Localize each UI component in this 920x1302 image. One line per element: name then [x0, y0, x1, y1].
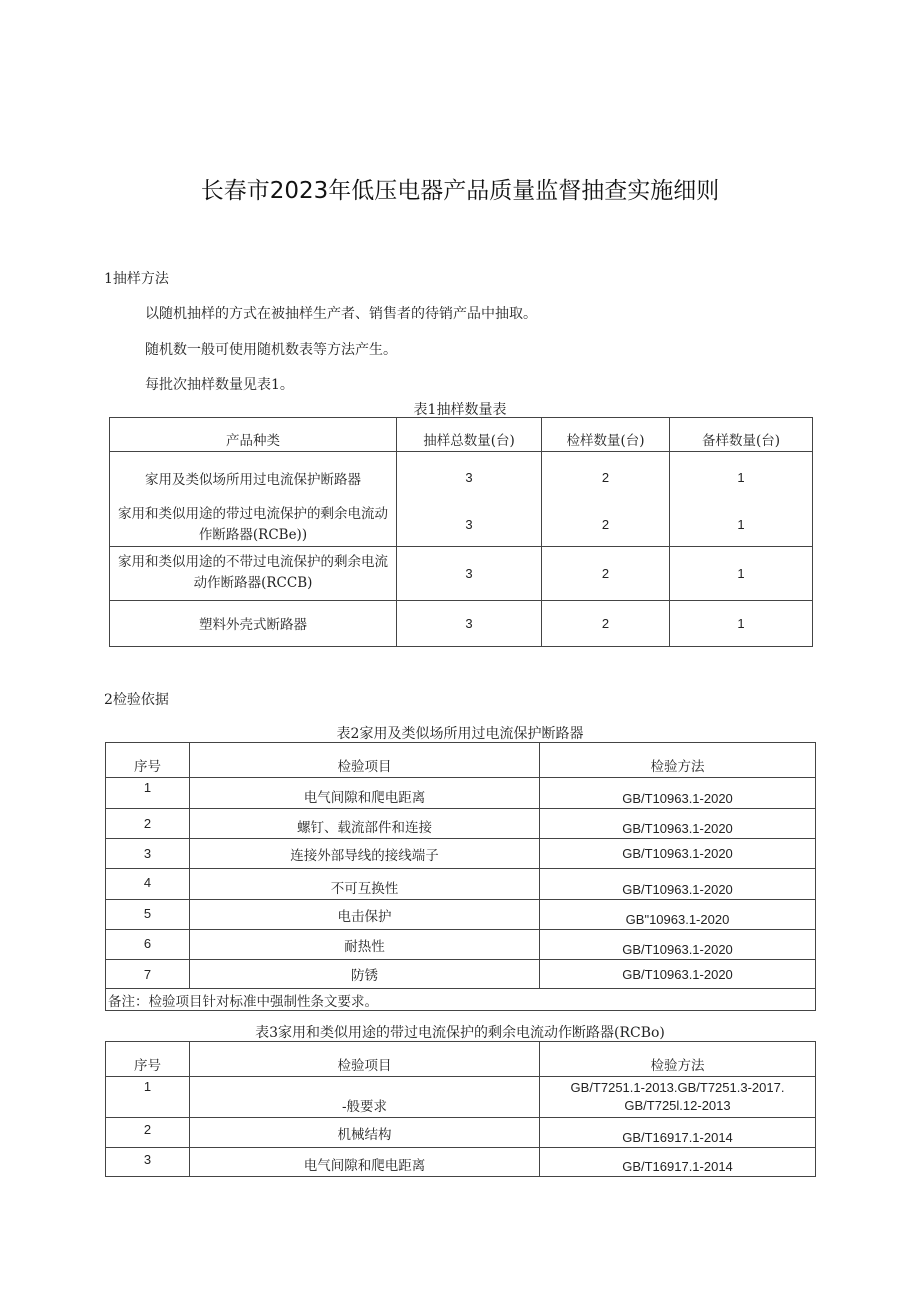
document-title: 长春市2023年低压电器产品质量监督抽查实施细则	[200, 178, 720, 204]
table1-caption: 表1抽样数量表	[413, 402, 507, 418]
test-quantity: 2	[542, 504, 670, 547]
inspection-item: 耐热性	[190, 930, 540, 960]
reserve-quantity: 1	[670, 452, 813, 504]
serial-number: 1	[106, 778, 190, 809]
serial-number: 4	[106, 869, 190, 900]
table-row	[110, 452, 813, 504]
header-total-quantity: 抽样总数量(台)	[397, 418, 542, 452]
inspection-item: 电气间隙和爬电距离	[190, 778, 540, 809]
total-quantity: 3	[397, 600, 542, 646]
table-row	[106, 869, 816, 900]
table-header-row	[110, 418, 813, 452]
serial-number: 5	[106, 900, 190, 930]
product-name: 塑料外壳式断路器	[110, 600, 397, 646]
table-row	[106, 960, 816, 989]
inspection-method: GB"10963.1-2020	[540, 900, 816, 930]
inspection-method: GB/T16917.1-2014	[540, 1148, 816, 1177]
table-sampling-quantity	[109, 417, 813, 647]
inspection-method	[540, 1077, 816, 1118]
table-row	[110, 600, 813, 646]
inspection-method: GB/T16917.1-2014	[540, 1118, 816, 1148]
test-quantity: 2	[542, 546, 670, 600]
inspection-item: 不可互换性	[190, 869, 540, 900]
reserve-quantity: 1	[670, 504, 813, 547]
serial-number: 2	[106, 809, 190, 839]
inspection-item: 机械结构	[190, 1118, 540, 1148]
table-header-row	[106, 1042, 816, 1077]
product-name: 家用及类似场所用过电流保护断路器	[110, 452, 397, 504]
reserve-quantity: 1	[670, 600, 813, 646]
inspection-method-line: GB/T725l.12-2013	[624, 1098, 731, 1113]
header-inspection-item: 检验项目	[190, 743, 540, 778]
total-quantity: 3	[397, 452, 542, 504]
header-reserve-quantity: 备样数量(台)	[670, 418, 813, 452]
inspection-method: GB/T10963.1-2020	[540, 778, 816, 809]
product-name: 家用和类似用途的不带过电流保护的剩余电流动作断路器(RCCB)	[110, 546, 397, 600]
header-inspection-method: 检验方法	[540, 743, 816, 778]
reserve-quantity: 1	[670, 546, 813, 600]
section-heading-sampling: 1抽样方法	[104, 271, 169, 287]
serial-number: 3	[106, 1148, 190, 1177]
table-inspection-breaker	[105, 742, 816, 1011]
paragraph: 每批次抽样数量见表1。	[145, 377, 294, 393]
table-row	[106, 778, 816, 809]
serial-number: 3	[106, 839, 190, 869]
serial-number: 2	[106, 1118, 190, 1148]
header-test-quantity: 检样数量(台)	[542, 418, 670, 452]
header-inspection-method: 检验方法	[540, 1042, 816, 1077]
table2-caption: 表2家用及类似场所用过电流保护断路器	[336, 726, 584, 742]
inspection-item: 电击保护	[190, 900, 540, 930]
table3-caption: 表3家用和类似用途的带过电流保护的剩余电流动作断路器(RCBo)	[255, 1025, 665, 1041]
table-row	[106, 839, 816, 869]
inspection-method: GB/T10963.1-2020	[540, 930, 816, 960]
table-note: 备注：检验项目针对标准中强制性条文要求。	[106, 989, 816, 1011]
product-name: 家用和类似用途的带过电流保护的剩余电流动作断路器(RCBe))	[110, 504, 397, 547]
header-inspection-item: 检验项目	[190, 1042, 540, 1077]
inspection-method: GB/T10963.1-2020	[540, 809, 816, 839]
table-row	[106, 930, 816, 960]
table-row	[106, 1118, 816, 1148]
serial-number: 6	[106, 930, 190, 960]
table-row	[106, 900, 816, 930]
header-product-type: 产品种类	[110, 418, 397, 452]
table-note-row	[106, 989, 816, 1011]
table-row	[106, 1148, 816, 1177]
test-quantity: 2	[542, 452, 670, 504]
table-inspection-rcbo	[105, 1041, 816, 1177]
table-header-row	[106, 743, 816, 778]
inspection-item: 螺钉、载流部件和连接	[190, 809, 540, 839]
inspection-item: 电气间隙和爬电距离	[190, 1148, 540, 1177]
test-quantity: 2	[542, 600, 670, 646]
table-row	[110, 504, 813, 547]
inspection-method-line: GB/T7251.1-2013.GB/T7251.3-2017.	[570, 1080, 785, 1095]
inspection-item: -般要求	[190, 1077, 540, 1118]
table-row	[110, 546, 813, 600]
header-serial: 序号	[106, 1042, 190, 1077]
total-quantity: 3	[397, 504, 542, 547]
inspection-method: GB/T10963.1-2020	[540, 960, 816, 989]
inspection-method: GB/T10963.1-2020	[540, 869, 816, 900]
inspection-item: 防锈	[190, 960, 540, 989]
serial-number: 7	[106, 960, 190, 989]
inspection-item: 连接外部导线的接线端子	[190, 839, 540, 869]
header-serial: 序号	[106, 743, 190, 778]
inspection-method: GB/T10963.1-2020	[540, 839, 816, 869]
paragraph: 以随机抽样的方式在被抽样生产者、销售者的待销产品中抽取。	[145, 306, 537, 322]
section-heading-basis: 2检验依据	[104, 692, 169, 708]
paragraph: 随机数一般可使用随机数表等方法产生。	[145, 342, 397, 358]
total-quantity: 3	[397, 546, 542, 600]
table-row	[106, 809, 816, 839]
serial-number: 1	[106, 1077, 190, 1118]
table-row	[106, 1077, 816, 1118]
